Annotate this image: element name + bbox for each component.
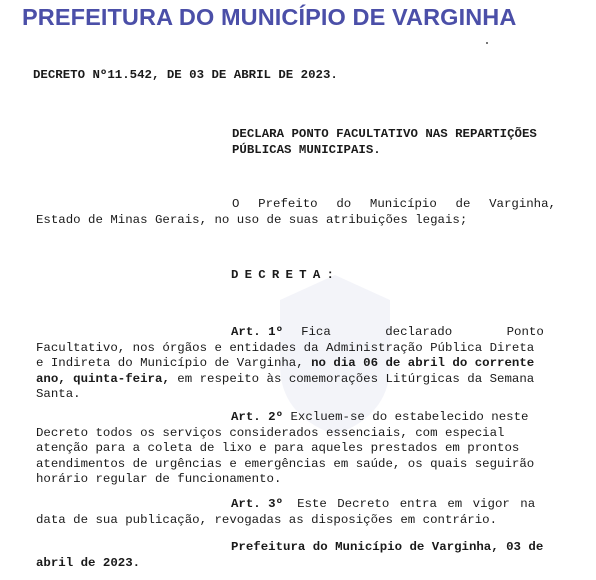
article-line bbox=[36, 497, 556, 513]
decree-number: DECRETO Nº11.542, DE 03 DE ABRIL DE 2023. bbox=[33, 68, 338, 82]
article-line: Facultativo, nos órgãos e entidades da Administração Pública Direta bbox=[36, 340, 535, 355]
decreta-heading: DECRETA: bbox=[231, 268, 341, 282]
article-highlight: ano, quinta-feira, bbox=[36, 371, 170, 386]
preamble-line: Estado de Minas Gerais, no uso de suas atribuições legais; bbox=[36, 212, 468, 227]
article-text: Fica declarado Ponto bbox=[301, 325, 544, 339]
article-line: data de sua publicação, revogadas as disposições em contrário. bbox=[36, 512, 498, 527]
closing-text: Prefeitura do Município de Varginha, 03 de bbox=[231, 540, 544, 554]
ementa-line: PÚBLICAS MUNICIPAIS. bbox=[232, 142, 381, 157]
preamble-text: O Prefeito do Município de Varginha, bbox=[232, 197, 556, 211]
article-3 bbox=[36, 497, 556, 528]
article-label: Art. 1º bbox=[231, 325, 284, 339]
article-line: Decreto todos os serviços considerados essenciais, com especial bbox=[36, 425, 505, 440]
scan-speck bbox=[486, 42, 488, 44]
page-title: PREFEITURA DO MUNICÍPIO DE VARGINHA bbox=[22, 4, 517, 30]
article-line bbox=[36, 372, 556, 388]
preamble-line bbox=[36, 197, 556, 213]
article-line: atendimentos de urgências e emergências em saúde, os quais seguirão bbox=[36, 456, 535, 471]
article-text: em respeito às comemorações Litúrgicas da Semana bbox=[177, 371, 535, 386]
article-line: atenção para a coleta de lixo e para aqueles prestados em prontos bbox=[36, 441, 520, 456]
article-label: Art. 2º bbox=[231, 410, 284, 424]
article-line bbox=[36, 356, 556, 372]
article-highlight: no dia 06 de abril do corrente bbox=[311, 356, 535, 371]
decree-ementa bbox=[232, 127, 537, 158]
article-1 bbox=[36, 325, 556, 403]
article-text: Este Decreto entra em vigor na bbox=[297, 497, 536, 511]
decree-closing bbox=[36, 540, 556, 571]
article-label: Art. 3º bbox=[231, 497, 284, 511]
closing-line bbox=[36, 540, 556, 556]
article-2 bbox=[36, 410, 556, 488]
article-line: horário regular de funcionamento. bbox=[36, 472, 282, 487]
decree-preamble bbox=[36, 197, 556, 228]
article-text: Excluem-se do estabelecido neste bbox=[290, 410, 529, 424]
article-text: e Indireta do Município de Varginha, bbox=[36, 356, 304, 371]
ementa-line: DECLARA PONTO FACULTATIVO NAS REPARTIÇÕES bbox=[232, 127, 537, 141]
closing-line: abril de 2023. bbox=[36, 555, 141, 570]
article-line bbox=[36, 325, 556, 341]
article-line: Santa. bbox=[36, 387, 81, 402]
article-line bbox=[36, 410, 556, 426]
